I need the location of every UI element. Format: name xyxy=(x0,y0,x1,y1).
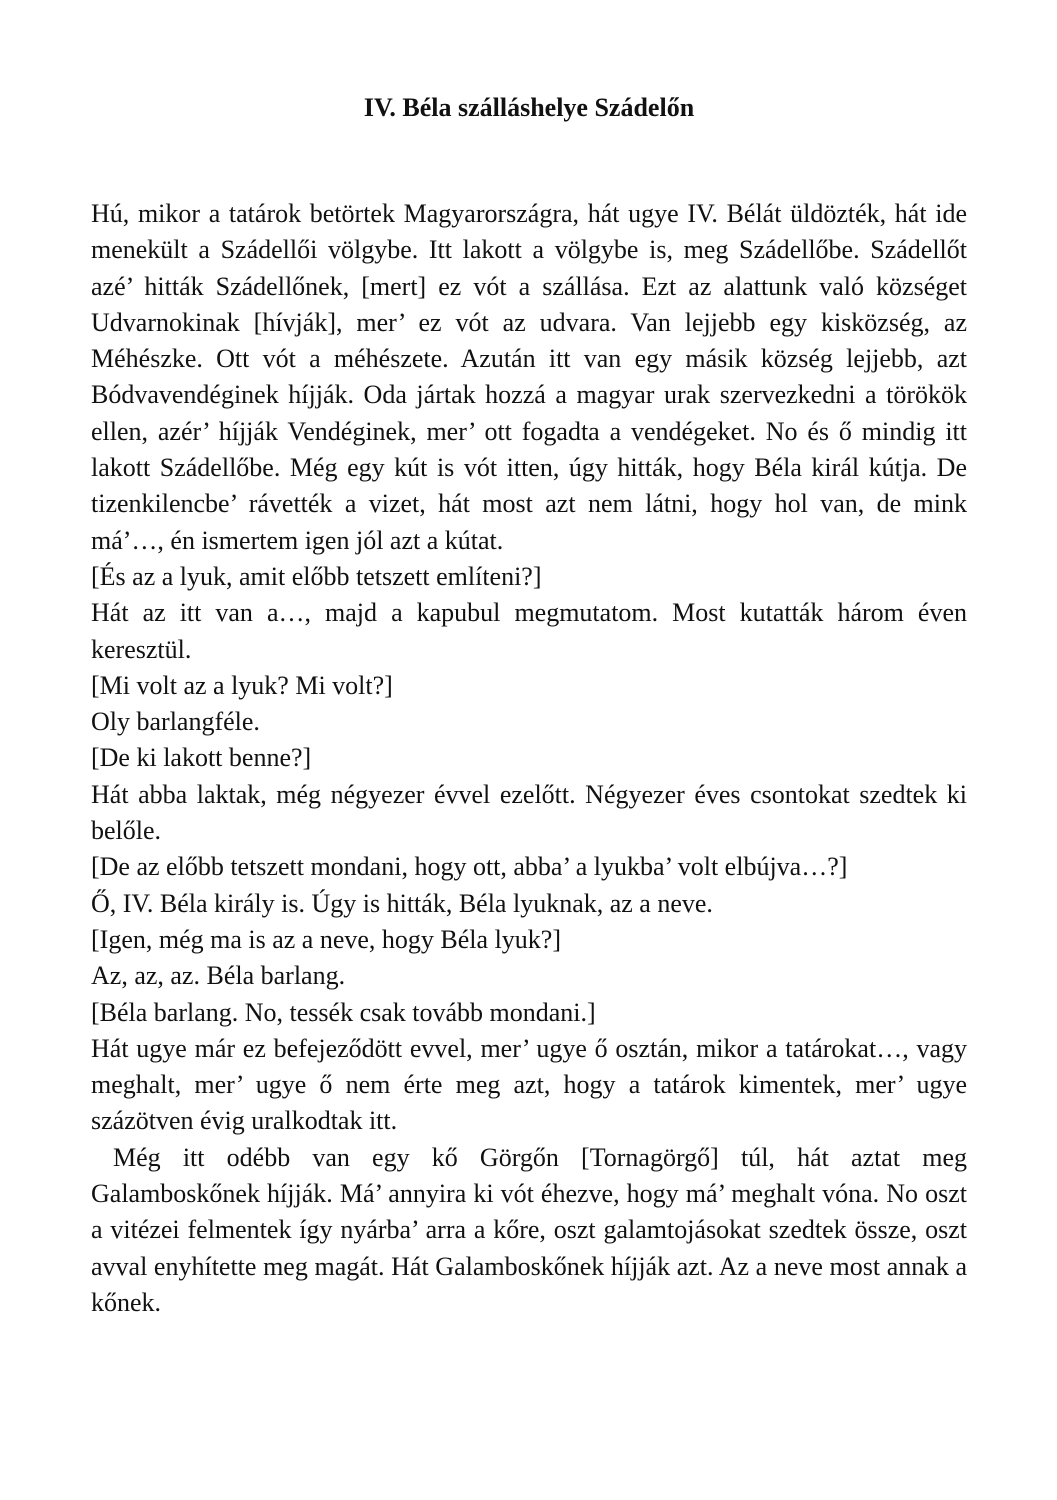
paragraph-10-question: [Igen, még ma is az a neve, hogy Béla lyuk?] xyxy=(91,924,561,954)
paragraph-14: Még itt odébb van egy kő Görgőn [Tornagörgő] túl, hát aztat meg Galamboskőnek híjják. Má’ annyira ki vót éhezve, hogy má’ meghalt vóna. No oszt a vitézei felmentek így nyárba’ arra a kőre, oszt galamtojásokat szedtek össze, oszt avval enyhítette meg magát. Hát Galamboskőnek híjják azt. Az a neve most annak a kőnek. xyxy=(91,1142,967,1317)
paragraph-4-question: [Mi volt az a lyuk? Mi volt?] xyxy=(91,670,393,700)
paragraph-12-question: [Béla barlang. No, tessék csak tovább mondani.] xyxy=(91,997,596,1027)
paragraph-2-question: [És az a lyuk, amit előbb tetszett említeni?] xyxy=(91,561,542,591)
paragraph-6-question: [De ki lakott benne?] xyxy=(91,743,312,773)
paragraph-13: Hát ugye már ez befejeződött evvel, mer’ ugye ő osztán, mikor a tatárokat…, vagy meghalt, mer’ ugye ő nem érte meg azt, hogy a tatárok kimentek, mer’ ugye százötven évig uralkodtak itt. xyxy=(91,1033,967,1136)
paragraph-8-question: [De az előbb tetszett mondani, hogy ott, abba’ a lyukba’ volt elbújva…?] xyxy=(91,852,848,882)
paragraph-7: Hát abba laktak, még négyezer évvel ezelőtt. Négyezer éves csontokat szedtek ki belőle. xyxy=(91,779,967,846)
document-title: IV. Béla szálláshelye Szádelőn xyxy=(363,93,695,122)
document-page xyxy=(91,80,967,1321)
paragraph-5: Oly barlangféle. xyxy=(91,707,260,737)
paragraph-9: Ő, IV. Béla király is. Úgy is hitták, Béla lyuknak, az a neve. xyxy=(91,888,713,918)
paragraph-1: Hú, mikor a tatárok betörtek Magyarországra, hát ugye IV. Bélát üldözték, hát ide menekült a Szádellői völgybe. Itt lakott a völgybe is, meg Szádellőbe. Szádellőt azé’ hitták Szádellőnek, [mert] ez vót a szállása. Ezt az alattunk való községet Udvarnokinak [hívják], mer’ ez vót az udvara. Van lejjebb egy kisközség, az Méhészke. Ott vót a méhészete. Azután itt van egy másik község lejjebb, azt Bódvavendéginek híjják. Oda jártak hozzá a magyar urak szervezkedni a törökök ellen, azér’ híjják Vendéginek, mer’ ott fogadta a vendégeket. No és ő mindig itt lakott Szádellőbe. Még egy kút is vót itten, úgy hitták, hogy Béla királ kútja. De tizenkilencbe’ rávették a vizet, hát most azt nem látni, hogy hol van, de mink má’…, én ismertem igen jól azt a kútat. xyxy=(91,199,967,555)
paragraph-11: Az, az, az. Béla barlang. xyxy=(91,961,346,991)
paragraph-3: Hát az itt van a…, majd a kapubul megmutatom. Most kutatták három éven keresztül. xyxy=(91,598,967,664)
